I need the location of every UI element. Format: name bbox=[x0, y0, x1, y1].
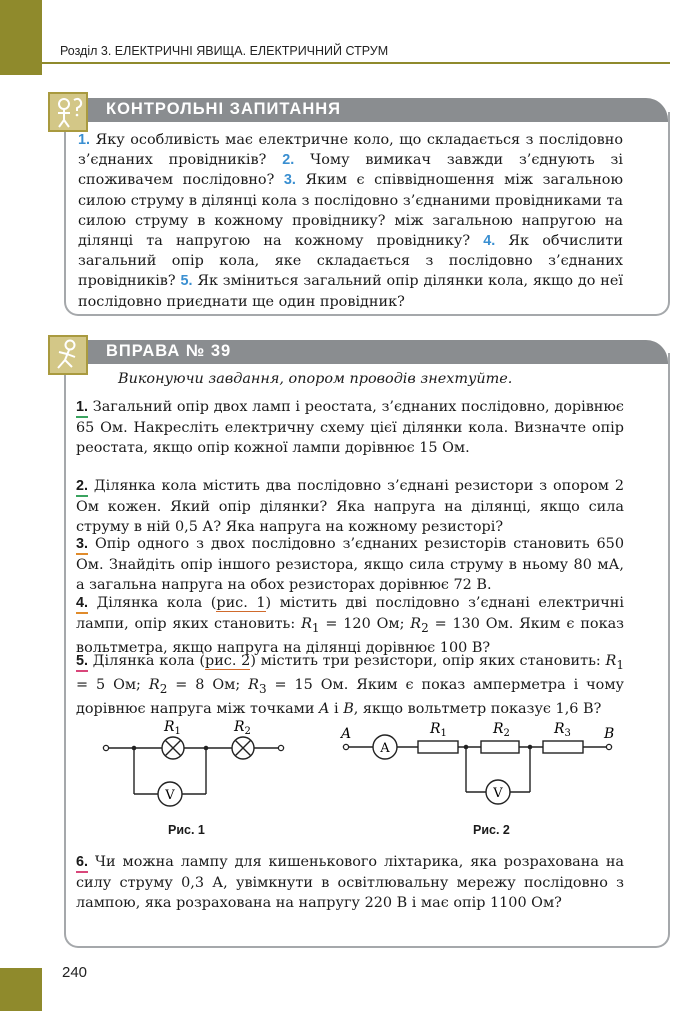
r1-subscript: 1 bbox=[440, 728, 447, 739]
task-text: Ділянка кола ( bbox=[96, 595, 217, 611]
task-number: 3. bbox=[76, 536, 88, 555]
variable-symbol: R bbox=[605, 653, 617, 669]
r1-label bbox=[163, 719, 181, 737]
exercise-header-bar bbox=[88, 340, 668, 364]
r1-label bbox=[429, 721, 447, 739]
task-number: 6. bbox=[76, 854, 88, 873]
variable-subscript: 2 bbox=[421, 620, 429, 635]
olive-corner-top bbox=[0, 0, 42, 75]
exercise-intro: Виконуючи завдання, опором проводів знехтуйте. bbox=[118, 371, 513, 387]
variable-symbol: R bbox=[301, 616, 312, 632]
task-text: = 130 Ом. Яким є показ вольтметра, якщо напруга на ділянці дорівнює 100 В? bbox=[76, 616, 624, 657]
question-text: Яким є співвідношення між загальною силою струму в ділянці кола з послідовно з’єднаними провідниками та силою струму в кожному провіднику? між загальною напругою на ділянці та напругою на кожному провіднику? bbox=[78, 172, 623, 250]
task-text: Чи можна лампу для кишенькового ліхтарика, яка розрахована на силу струму 0,3 А, увімкнути в освітлювальну мережу послідовно з лампою, яка розрахована на напругу 220 В і має опір 1100 Ом? bbox=[76, 854, 624, 912]
task-text: Опір одного з двох послідовно з’єднаних резисторів становить 650 Ом. Знайдіть опір іншого резистора, якщо сила струму в ньому 80 мА, а загальна напруга на обох резисторах дорівнює 72 В. bbox=[76, 536, 624, 594]
question-number: 4. bbox=[483, 233, 496, 250]
page-number: 240 bbox=[62, 964, 88, 981]
question-number: 1. bbox=[78, 132, 91, 148]
task-number: 2. bbox=[76, 478, 88, 497]
voltmeter-label: V bbox=[165, 788, 175, 803]
r2-symbol: R bbox=[234, 719, 245, 735]
task-text: = 5 Ом; bbox=[76, 677, 149, 694]
variable-subscript: 3 bbox=[258, 681, 267, 696]
r3-symbol: R bbox=[554, 721, 565, 737]
figure-2-circuit bbox=[338, 712, 628, 812]
task-number: 1. bbox=[76, 399, 88, 418]
task-text: і bbox=[329, 701, 344, 718]
task-number: 4. bbox=[76, 595, 88, 614]
point-label: A bbox=[319, 701, 330, 718]
question-number: 5. bbox=[180, 273, 193, 290]
voltmeter-label: V bbox=[493, 786, 503, 801]
r3-subscript: 3 bbox=[564, 728, 571, 739]
question-text: Як зміниться загальний опір ділянки кола, якщо до неї послідовно приєднати ще один провідник? bbox=[78, 273, 623, 310]
task-text: = 15 Ом. Яким є показ амперметра і чому дорівнює напруга між точками bbox=[76, 677, 624, 718]
task-1 bbox=[76, 397, 624, 458]
r1-symbol: R bbox=[430, 721, 441, 737]
resistor-1-symbol bbox=[418, 741, 458, 753]
figure-1-caption: Рис. 1 bbox=[168, 823, 205, 837]
lamp-2-symbol bbox=[232, 737, 254, 759]
question-number: 2. bbox=[282, 152, 295, 169]
task-3 bbox=[76, 534, 624, 595]
variable-subscript: 2 bbox=[159, 681, 168, 696]
r1-subscript: 1 bbox=[174, 726, 181, 737]
control-questions-text bbox=[78, 130, 623, 312]
runner-icon bbox=[48, 335, 88, 375]
task-text: = 120 Ом; bbox=[319, 616, 411, 632]
header-rule bbox=[42, 62, 670, 64]
task-number: 5. bbox=[76, 653, 88, 672]
r2-label bbox=[492, 721, 510, 739]
r3-label bbox=[553, 721, 571, 739]
task-text: , якщо вольтметр показує 1,6 В? bbox=[353, 701, 602, 718]
r2-subscript: 2 bbox=[244, 726, 251, 737]
variable-subscript: 1 bbox=[311, 620, 320, 635]
task-text: Загальний опір двох ламп і реостата, з’єднаних послідовно, дорівнює 65 Ом. Накресліть електричну схему цієї ділянки кола. Визначте опір реостата, якщо опір кожної лампи дорівнює 15 Ом. bbox=[76, 399, 624, 457]
r2-subscript: 2 bbox=[503, 728, 510, 739]
task-text: = 8 Ом; bbox=[167, 677, 249, 694]
control-questions-header-bar bbox=[88, 98, 668, 122]
point-b-label: B bbox=[604, 726, 615, 742]
figure-reference-link[interactable]: рис. 2 bbox=[204, 653, 251, 669]
r2-label bbox=[233, 719, 251, 737]
task-text: Ділянка кола ( bbox=[92, 653, 205, 669]
question-person-icon bbox=[48, 92, 88, 132]
olive-corner-bottom bbox=[0, 968, 42, 1011]
question-text: Як обчислити загальний опір кола, яке складається з послідовно з’єднаних провідників? bbox=[78, 233, 623, 290]
resistor-2-symbol bbox=[481, 741, 519, 753]
section-header: Розділ 3. ЕЛЕКТРИЧНІ ЯВИЩА. ЕЛЕКТРИЧНИЙ СТРУМ bbox=[60, 44, 389, 58]
question-text: Яку особливість має електричне коло, що складається з послідовно з’єднаних провідників? bbox=[78, 132, 623, 169]
ammeter-label: A bbox=[380, 741, 390, 756]
task-6 bbox=[76, 852, 624, 913]
point-label: B bbox=[343, 701, 354, 718]
question-text: Чому вимикач завжди з’єднують зі споживачем послідовно? bbox=[78, 152, 623, 189]
variable-symbol: R bbox=[410, 616, 422, 632]
r2-symbol: R bbox=[493, 721, 504, 737]
task-text: ) містить дві послідовно з’єднані електричні лампи, опір яких становить: bbox=[76, 595, 624, 632]
lamp-1-symbol bbox=[162, 737, 184, 759]
task-5 bbox=[76, 651, 624, 719]
task-2 bbox=[76, 476, 624, 537]
task-text: Ділянка кола містить два послідовно з’єднані резистори з опором 2 Ом кожен. Який опір ділянки? Яка напруга на ділянці, якщо сила струму в ній 0,5 А? Яка напруга на кожному резисторі? bbox=[76, 478, 624, 536]
variable-symbol: R bbox=[248, 677, 259, 694]
figure-reference-link[interactable]: рис. 1 bbox=[216, 595, 266, 611]
r1-symbol: R bbox=[164, 719, 175, 735]
exercise-title: ВПРАВА № 39 bbox=[106, 342, 232, 360]
task-text: ) містить три резистори, опір яких становить: bbox=[250, 653, 606, 669]
figure-2-caption: Рис. 2 bbox=[473, 823, 510, 837]
task-4 bbox=[76, 593, 624, 658]
variable-subscript: 1 bbox=[616, 657, 624, 672]
control-questions-title: КОНТРОЛЬНІ ЗАПИТАННЯ bbox=[106, 100, 342, 118]
resistor-3-symbol bbox=[543, 741, 583, 753]
variable-symbol: R bbox=[148, 677, 160, 694]
point-a-label: A bbox=[341, 726, 352, 742]
figure-1-circuit bbox=[100, 712, 290, 812]
question-number: 3. bbox=[283, 172, 296, 189]
